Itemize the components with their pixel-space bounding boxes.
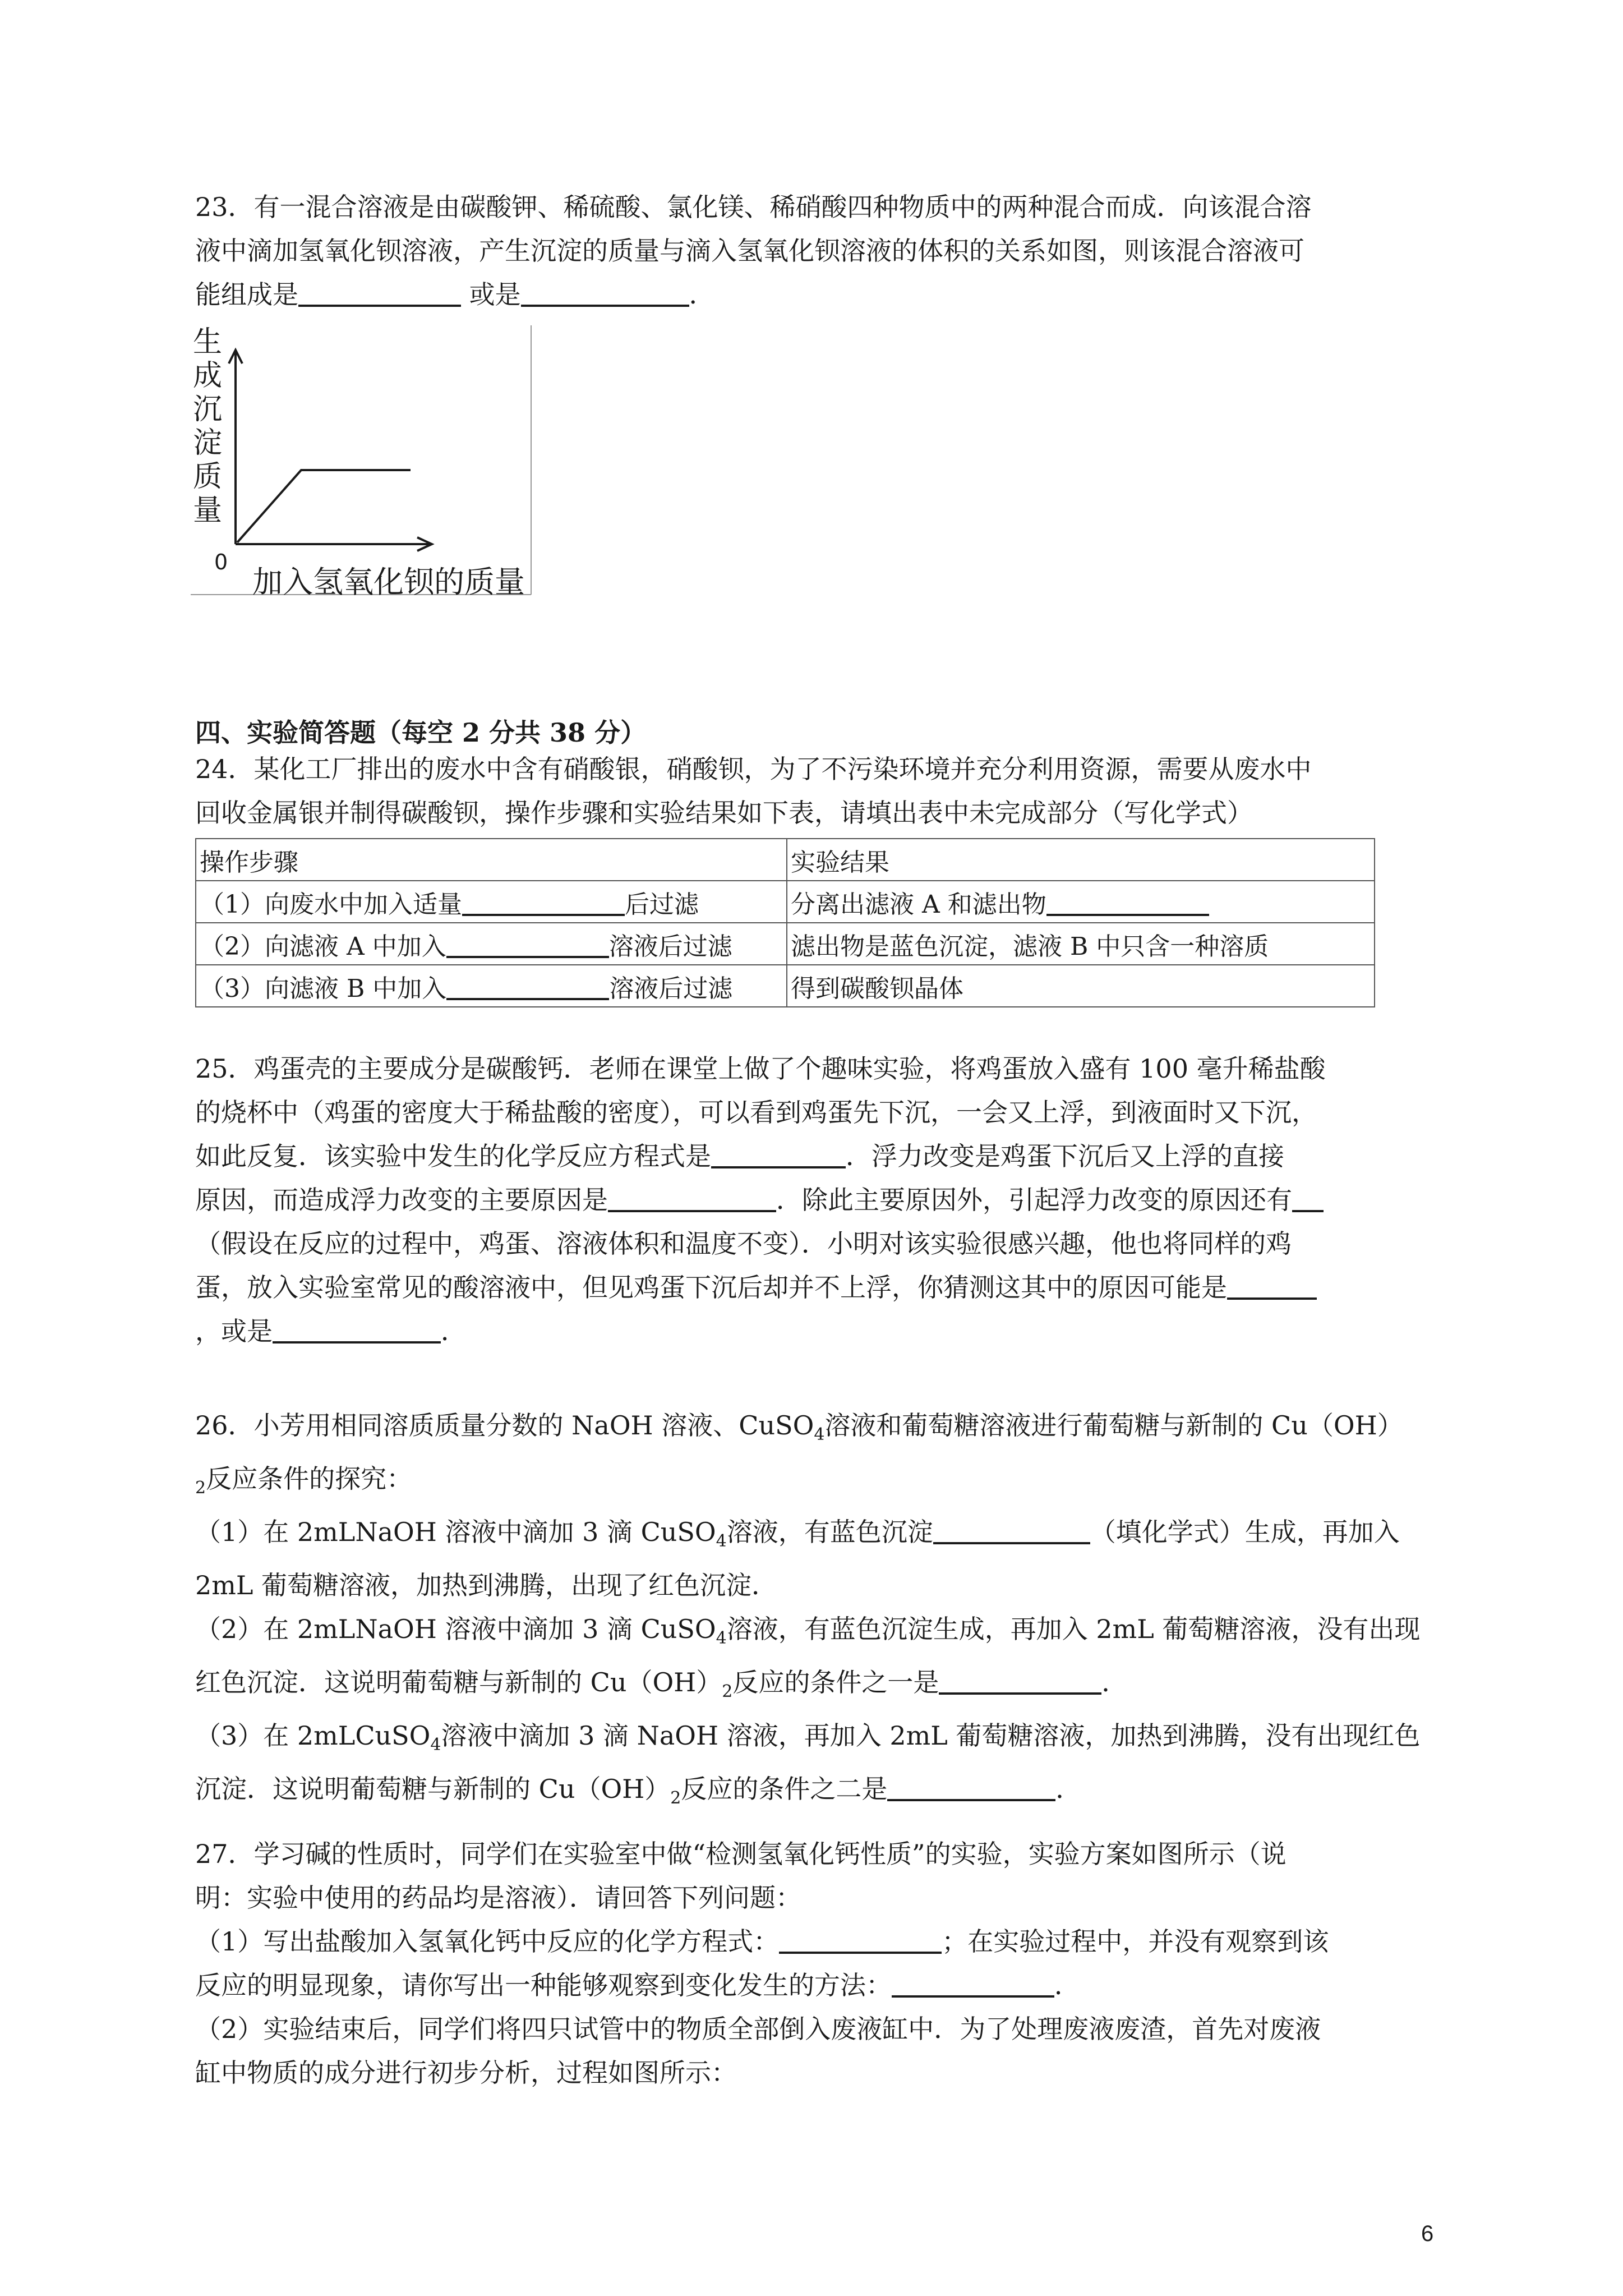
q27-part-1-cont	[195, 1963, 1446, 2007]
q25-guess-blank-2[interactable]	[273, 1313, 441, 1343]
q26-text: 红色沉淀．这说明葡萄糖与新制的 Cu（OH）	[195, 1667, 722, 1697]
q26-part-1-cont: 2mL 葡萄糖溶液，加热到沸腾，出现了红色沉淀．	[195, 1570, 778, 1600]
q25-text: ．	[441, 1316, 467, 1346]
q26-text: 溶液中滴加 3 滴 NaOH 溶液，再加入 2mL 葡萄糖溶液，加热到沸腾，没有出现红色	[441, 1720, 1421, 1751]
question-25	[195, 1047, 1446, 1353]
table-cell-result-3: 得到碳酸钡晶体	[787, 965, 1375, 1007]
q26-text: 溶液，有蓝色沉淀生成，再加入 2mL 葡萄糖溶液，没有出现	[726, 1614, 1421, 1644]
q26-subscript: 4	[814, 1425, 825, 1444]
page-number: 6	[1421, 2221, 1434, 2246]
q27-line-2: 明：实验中使用的药品均是溶液）．请回答下列问题：	[195, 1883, 801, 1913]
q23-text-a: 能组成是	[195, 279, 298, 310]
table-cell-step-2	[196, 923, 787, 965]
table-row	[196, 881, 1375, 923]
question-26	[195, 1404, 1446, 1820]
step-1-text: （1）向废水中加入适量	[200, 890, 462, 919]
q26-line-2	[195, 1457, 1446, 1510]
q26-part-2	[195, 1607, 1446, 1660]
q27-line-1: 27．学习碱的性质时，同学们在实验室中做“检测氢氧化钙性质”的实验，实验方案如图所示（说	[195, 1839, 1287, 1869]
table-header-results: 实验结果	[787, 839, 1375, 881]
q25-text: ．浮力改变是鸡蛋下沉后又上浮的直接	[846, 1141, 1284, 1171]
step-3-text: （3）向滤液 B 中加入	[200, 974, 447, 1003]
q23-answer-blank-2[interactable]	[521, 277, 689, 307]
q26-subscript: 4	[716, 1628, 727, 1648]
q26-text: （2）在 2mLNaOH 溶液中滴加 3 滴 CuSO	[195, 1614, 716, 1644]
q25-line-3	[195, 1134, 1446, 1178]
table-cell-step-3	[196, 965, 787, 1007]
q25-line-6	[195, 1266, 1446, 1309]
q25-text: 如此反复．该实验中发生的化学反应方程式是	[195, 1141, 711, 1171]
q26-text: （3）在 2mLCuSO	[195, 1720, 431, 1751]
table-cell-result-1	[787, 881, 1375, 923]
q26-formula-blank[interactable]	[933, 1514, 1090, 1544]
q26-part-3	[195, 1714, 1446, 1767]
q26-text: 沉淀．这说明葡萄糖与新制的 Cu（OH）	[195, 1774, 671, 1804]
q23-text-c: ．	[689, 279, 715, 310]
origin-label: 0	[214, 550, 228, 574]
q26-text: 26．小芳用相同溶质质量分数的 NaOH 溶液、CuSO	[195, 1410, 814, 1441]
q24-operations-table	[195, 838, 1375, 1007]
y-label-char: 淀	[192, 426, 222, 460]
q27-method-blank[interactable]	[892, 1967, 1054, 1998]
q24-line-1: 24．某化工厂排出的废水中含有硝酸银，硝酸钡，为了不污染环境并充分利用资源，需要从废水中	[195, 754, 1312, 784]
step-3-text-b: 溶液后过滤	[609, 974, 733, 1003]
precipitate-curve	[237, 470, 411, 542]
q23-line-1: 23．有一混合溶液是由碳酸钾、稀硫酸、氯化镁、稀硝酸四种物质中的两种混合而成．向该混合溶	[195, 192, 1312, 222]
q25-line-2: 的烧杯中（鸡蛋的密度大于稀盐酸的密度），可以看到鸡蛋先下沉，一会又上浮，到液面时又下沉，	[195, 1097, 1317, 1128]
q25-line-5: （假设在反应的过程中，鸡蛋、溶液体积和温度不变）．小明对该实验很感兴趣，他也将同样的鸡	[195, 1228, 1292, 1259]
q27-part-1	[195, 1920, 1446, 1963]
q25-line-1: 25．鸡蛋壳的主要成分是碳酸钙．老师在课堂上做了个趣味实验，将鸡蛋放入盛有 100 毫升稀盐酸	[195, 1053, 1326, 1084]
y-label-char: 量	[192, 494, 222, 527]
q25-main-reason-blank[interactable]	[608, 1182, 776, 1212]
table-cell-step-1	[196, 881, 787, 923]
q24-line-2: 回收金属银并制得碳酸钡，操作步骤和实验结果如下表，请填出表中未完成部分（写化学式）	[195, 798, 1253, 828]
q27-text: （1）写出盐酸加入氢氧化钙中反应的化学方程式：	[195, 1926, 780, 1957]
table-header-row	[196, 839, 1375, 881]
step-1-text-b: 后过滤	[625, 890, 699, 919]
q26-text: 溶液和葡萄糖溶液进行葡萄糖与新制的 Cu（OH）	[824, 1410, 1403, 1441]
q23-precipitate-graph	[191, 325, 538, 606]
q26-text: （填化学式）生成，再加入	[1090, 1517, 1400, 1547]
q26-text: 反应条件的探究：	[206, 1464, 413, 1494]
table-header-steps: 操作步骤	[196, 839, 787, 881]
table-row	[196, 965, 1375, 1007]
q25-text: 原因，而造成浮力改变的主要原因是	[195, 1185, 608, 1215]
y-label-char: 沉	[192, 393, 222, 426]
q26-text: ．	[1055, 1774, 1082, 1804]
q23-line-3	[195, 273, 1446, 316]
q26-line-1	[195, 1404, 1446, 1457]
step-3-blank[interactable]	[446, 970, 609, 1000]
q26-subscript: 4	[430, 1735, 441, 1755]
q25-equation-blank[interactable]	[711, 1138, 846, 1168]
y-label-char: 成	[192, 359, 222, 393]
q27-part-2: （2）实验结束后，同学们将四只试管中的物质全部倒入废液缸中．为了处理废液废渣，首先对废液	[195, 2014, 1321, 2044]
section-4-heading: 四、实验简答题（每空 2 分共 38 分）	[195, 717, 647, 748]
q26-part-1	[195, 1510, 1446, 1563]
q25-text: ，或是	[195, 1316, 273, 1346]
table-cell-result-2: 滤出物是蓝色沉淀，滤液 B 中只含一种溶质	[787, 923, 1375, 965]
q25-line-7	[195, 1309, 1446, 1353]
step-2-text: （2）向滤液 A 中加入	[200, 932, 446, 961]
result-1-text: 分离出滤液 A 和滤出物	[791, 890, 1046, 919]
table-row	[196, 923, 1375, 965]
step-2-blank[interactable]	[446, 928, 609, 958]
q25-other-reason-blank[interactable]	[1292, 1182, 1324, 1212]
q26-condition-2-blank[interactable]	[887, 1771, 1055, 1801]
q26-subscript: 2	[670, 1788, 681, 1808]
question-27	[195, 1832, 1446, 2095]
q27-part-2-cont: 缸中物质的成分进行初步分析，过程如图所示：	[195, 2058, 737, 2088]
result-1-blank[interactable]	[1046, 886, 1209, 916]
q23-text-b: 或是	[461, 279, 521, 310]
q26-text: ．	[1101, 1667, 1128, 1697]
q26-part-3-cont	[195, 1767, 1446, 1820]
y-axis-label	[191, 325, 224, 527]
q25-line-4	[195, 1178, 1446, 1222]
q26-text: 反应的条件之一是	[732, 1667, 939, 1697]
q26-subscript: 4	[716, 1531, 727, 1551]
q25-text: ．除此主要原因外，引起浮力改变的原因还有	[776, 1185, 1292, 1215]
q23-answer-blank-1[interactable]	[298, 277, 461, 307]
q27-text: ；在实验过程中，并没有观察到该	[942, 1926, 1329, 1957]
q27-equation-blank[interactable]	[779, 1924, 942, 1954]
q26-text: 溶液，有蓝色沉淀	[726, 1517, 933, 1547]
q27-text: ．	[1054, 1970, 1080, 2000]
step-2-text-b: 溶液后过滤	[608, 932, 732, 961]
q26-text: 反应的条件之二是	[681, 1774, 888, 1804]
q25-text: 蛋，放入实验室常见的酸溶液中，但见鸡蛋下沉后却并不上浮，你猜测这其中的原因可能是	[195, 1272, 1227, 1303]
y-label-char: 生	[192, 325, 222, 359]
question-23	[195, 185, 1446, 316]
q26-condition-1-blank[interactable]	[939, 1664, 1101, 1695]
q23-line-2: 液中滴加氢氧化钡溶液，产生沉淀的质量与滴入氢氧化钡溶液的体积的关系如图，则该混合溶液可	[195, 236, 1304, 266]
q26-part-2-cont	[195, 1660, 1446, 1714]
y-label-char: 质	[192, 460, 222, 494]
question-24	[195, 747, 1446, 835]
q26-text: （1）在 2mLNaOH 溶液中滴加 3 滴 CuSO	[195, 1517, 716, 1547]
x-axis-label: 加入氢氧化钡的质量	[252, 564, 525, 600]
q26-subscript: 2	[195, 1478, 206, 1498]
step-1-blank[interactable]	[462, 886, 625, 916]
q25-guess-blank-1[interactable]	[1227, 1269, 1317, 1300]
q27-text: 反应的明显现象，请你写出一种能够观察到变化发生的方法：	[195, 1970, 892, 2000]
q26-subscript: 2	[722, 1682, 733, 1701]
